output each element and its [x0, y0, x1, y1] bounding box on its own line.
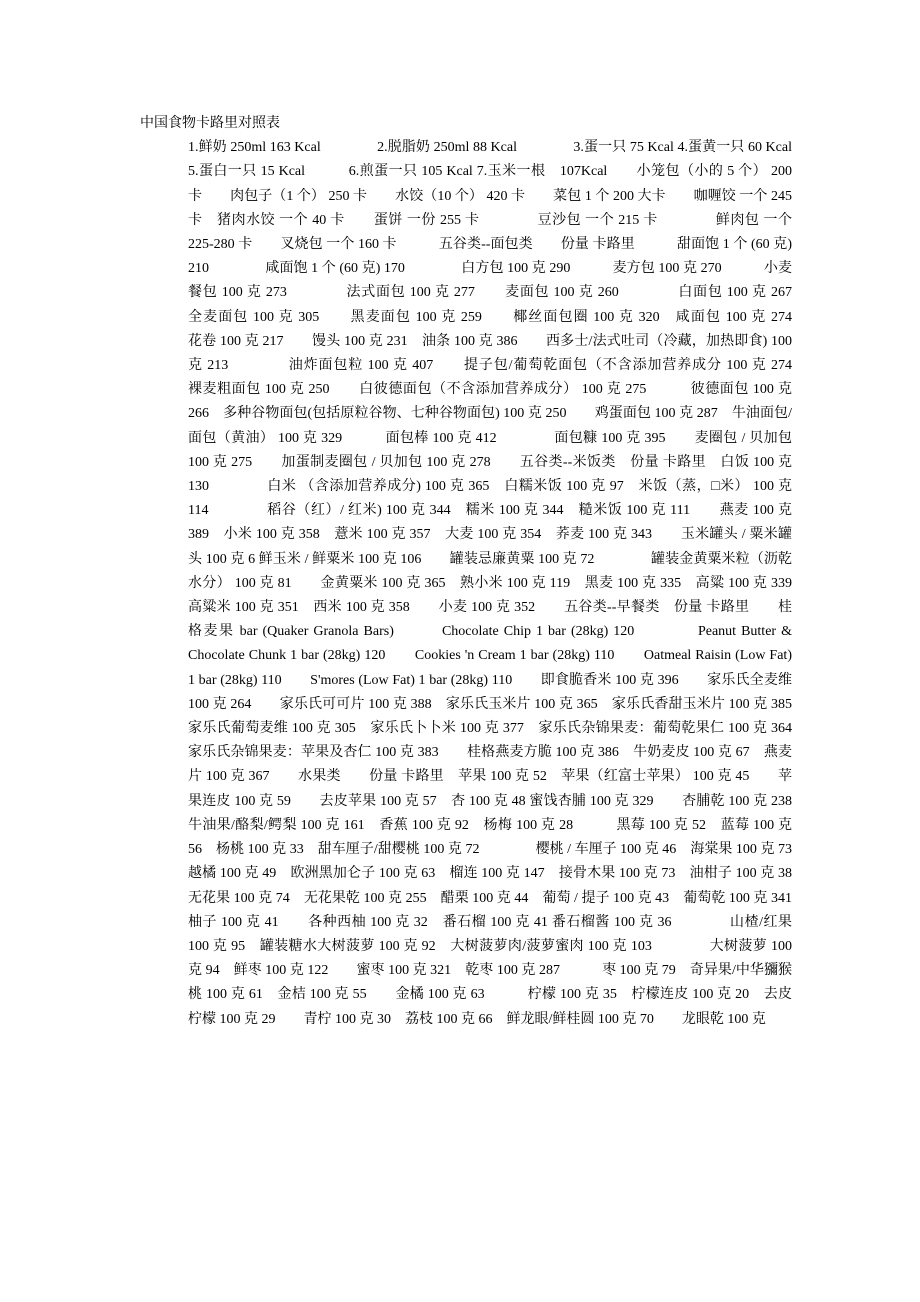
document-body: 1.鲜奶 250ml 163 Kcal 2.脱脂奶 250ml 88 Kcal 3.蛋一只 75 Kcal 4.蛋黄一只 60 Kcal 5.蛋白一只 15 Kcal 6.煎蛋一只 105 Kcal 7.玉米一根 107Kcal 小笼包（小的 5 个） 200 卡 肉包子（1 个） 250 卡 水饺（10 个） 420 卡 菜包 1 个 200 大卡 咖喱饺 一个 245 卡 猪肉水饺 一个 40 卡 蛋饼 一份 255 卡 豆沙包 一个 215 卡 鲜肉包 一个 225-280 卡 叉烧包 一个 160 卡 五谷类--面包类 份量 卡路里 甜面饱 1 个 (60 克) 210 咸面饱 1 个 (60 克) 170 白方包 100 克 290 麦方包 100 克 270 小麦餐包 100 克 273 法式面包 100 克 277 麦面包 100 克 260 白面包 100 克 267 全麦面包 100 克 305 黑麦面包 100 克 259 椰丝面包圈 100 克 320 咸面包 100 克 274 花卷 100 克 217 馒头 100 克 231 油条 100 克 386 西多士/法式吐司（冷藏，加热即食) 100 克 213 油炸面包粒 100 克 407 提子包/葡萄乾面包（不含添加营养成分 100 克 274 裸麦粗面包 100 克 250 白彼德面包（不含添加营养成分） 100 克 275 彼德面包 100 克 266 多种谷物面包(包括原粒谷物、七种谷物面包) 100 克 250 鸡蛋面包 100 克 287 牛油面包/面包（黄油） 100 克 329 面包棒 100 克 412 面包糠 100 克 395 麦圈包 / 贝加包 100 克 275 加蛋制麦圈包 / 贝加包 100 克 278 五谷类--米饭类 份量 卡路里 白饭 100 克 130 白米 （含添加营养成分) 100 克 365 白糯米饭 100 克 97 米饭（蒸，□米） 100 克 114 稻谷（红）/ 红米) 100 克 344 糯米 100 克 344 糙米饭 100 克 111 燕麦 100 克 389 小米 100 克 358 薏米 100 克 357 大麦 100 克 354 荞麦 100 克 343 玉米罐头 / 粟米罐头 100 克 6 鲜玉米 / 鲜粟米 100 克 106 罐装忌廉黄粟 100 克 72 罐装金黄粟米粒（沥乾水分） 100 克 81 金黄粟米 100 克 365 熟小米 100 克 119 黑麦 100 克 335 高粱 100 克 339 高粱米 100 克 351 西米 100 克 358 小麦 100 克 352 五谷类--早餐类 份量 卡路里 桂格麦果 bar (Quaker Granola Bars) Chocolate Chip 1 bar (28kg) 120 Peanut Butter & Chocolate Chunk 1 bar (28kg) 120 Cookies 'n Cream 1 bar (28kg) 110 Oatmeal Raisin (Low Fat) 1 bar (28kg) 110 S'mores (Low Fat) 1 bar (28kg) 110 即食脆香米 100 克 396 家乐氏全麦维 100 克 264 家乐氏可可片 100 克 388 家乐氏玉米片 100 克 365 家乐氏香甜玉米片 100 克 385 家乐氏葡萄麦维 100 克 305 家乐氏卜卜米 100 克 377 家乐氏杂锦果麦：葡萄乾果仁 100 克 364 家乐氏杂锦果麦：苹果及杏仁 100 克 383 桂格燕麦方脆 100 克 386 牛奶麦皮 100 克 67 燕麦片 100 克 367 水果类 份量 卡路里 苹果 100 克 52 苹果（红富士苹果） 100 克 45 苹果连皮 100 克 59 去皮苹果 100 克 57 杏 100 克 48 蜜饯杏脯 100 克 329 杏脯乾 100 克 238 牛油果/酪梨/鳄梨 100 克 161 香蕉 100 克 92 杨梅 100 克 28 黑莓 100 克 52 蓝莓 100 克 56 杨桃 100 克 33 甜车厘子/甜樱桃 100 克 72 樱桃 / 车厘子 100 克 46 海棠果 100 克 73 越橘 100 克 49 欧洲黑加仑子 100 克 63 榴连 100 克 147 接骨木果 100 克 73 油柑子 100 克 38 无花果 100 克 74 无花果乾 100 克 255 醋栗 100 克 44 葡萄 / 提子 100 克 43 葡萄乾 100 克 341 柚子 100 克 41 各种西柚 100 克 32 番石榴 100 克 41 番石榴酱 100 克 36 山楂/红果 100 克 95 罐装糖水大树菠萝 100 克 92 大树菠萝肉/菠萝蜜肉 100 克 103 大树菠萝 100 克 94 鲜枣 100 克 122 蜜枣 100 克 321 乾枣 100 克 287 枣 100 克 79 奇异果/中华獼猴桃 100 克 61 金桔 100 克 55 金橘 100 克 63 柠檬 100 克 35 柠檬连皮 100 克 20 去皮柠檬 100 克 29 青柠 100 克 30 荔枝 100 克 66 鲜龙眼/鲜桂圆 100 克 70 龙眼乾 100 克 [188, 140, 890, 1027]
document-page [140, 112, 890, 1032]
document-title: 中国食物卡路里对照表 [140, 116, 280, 131]
